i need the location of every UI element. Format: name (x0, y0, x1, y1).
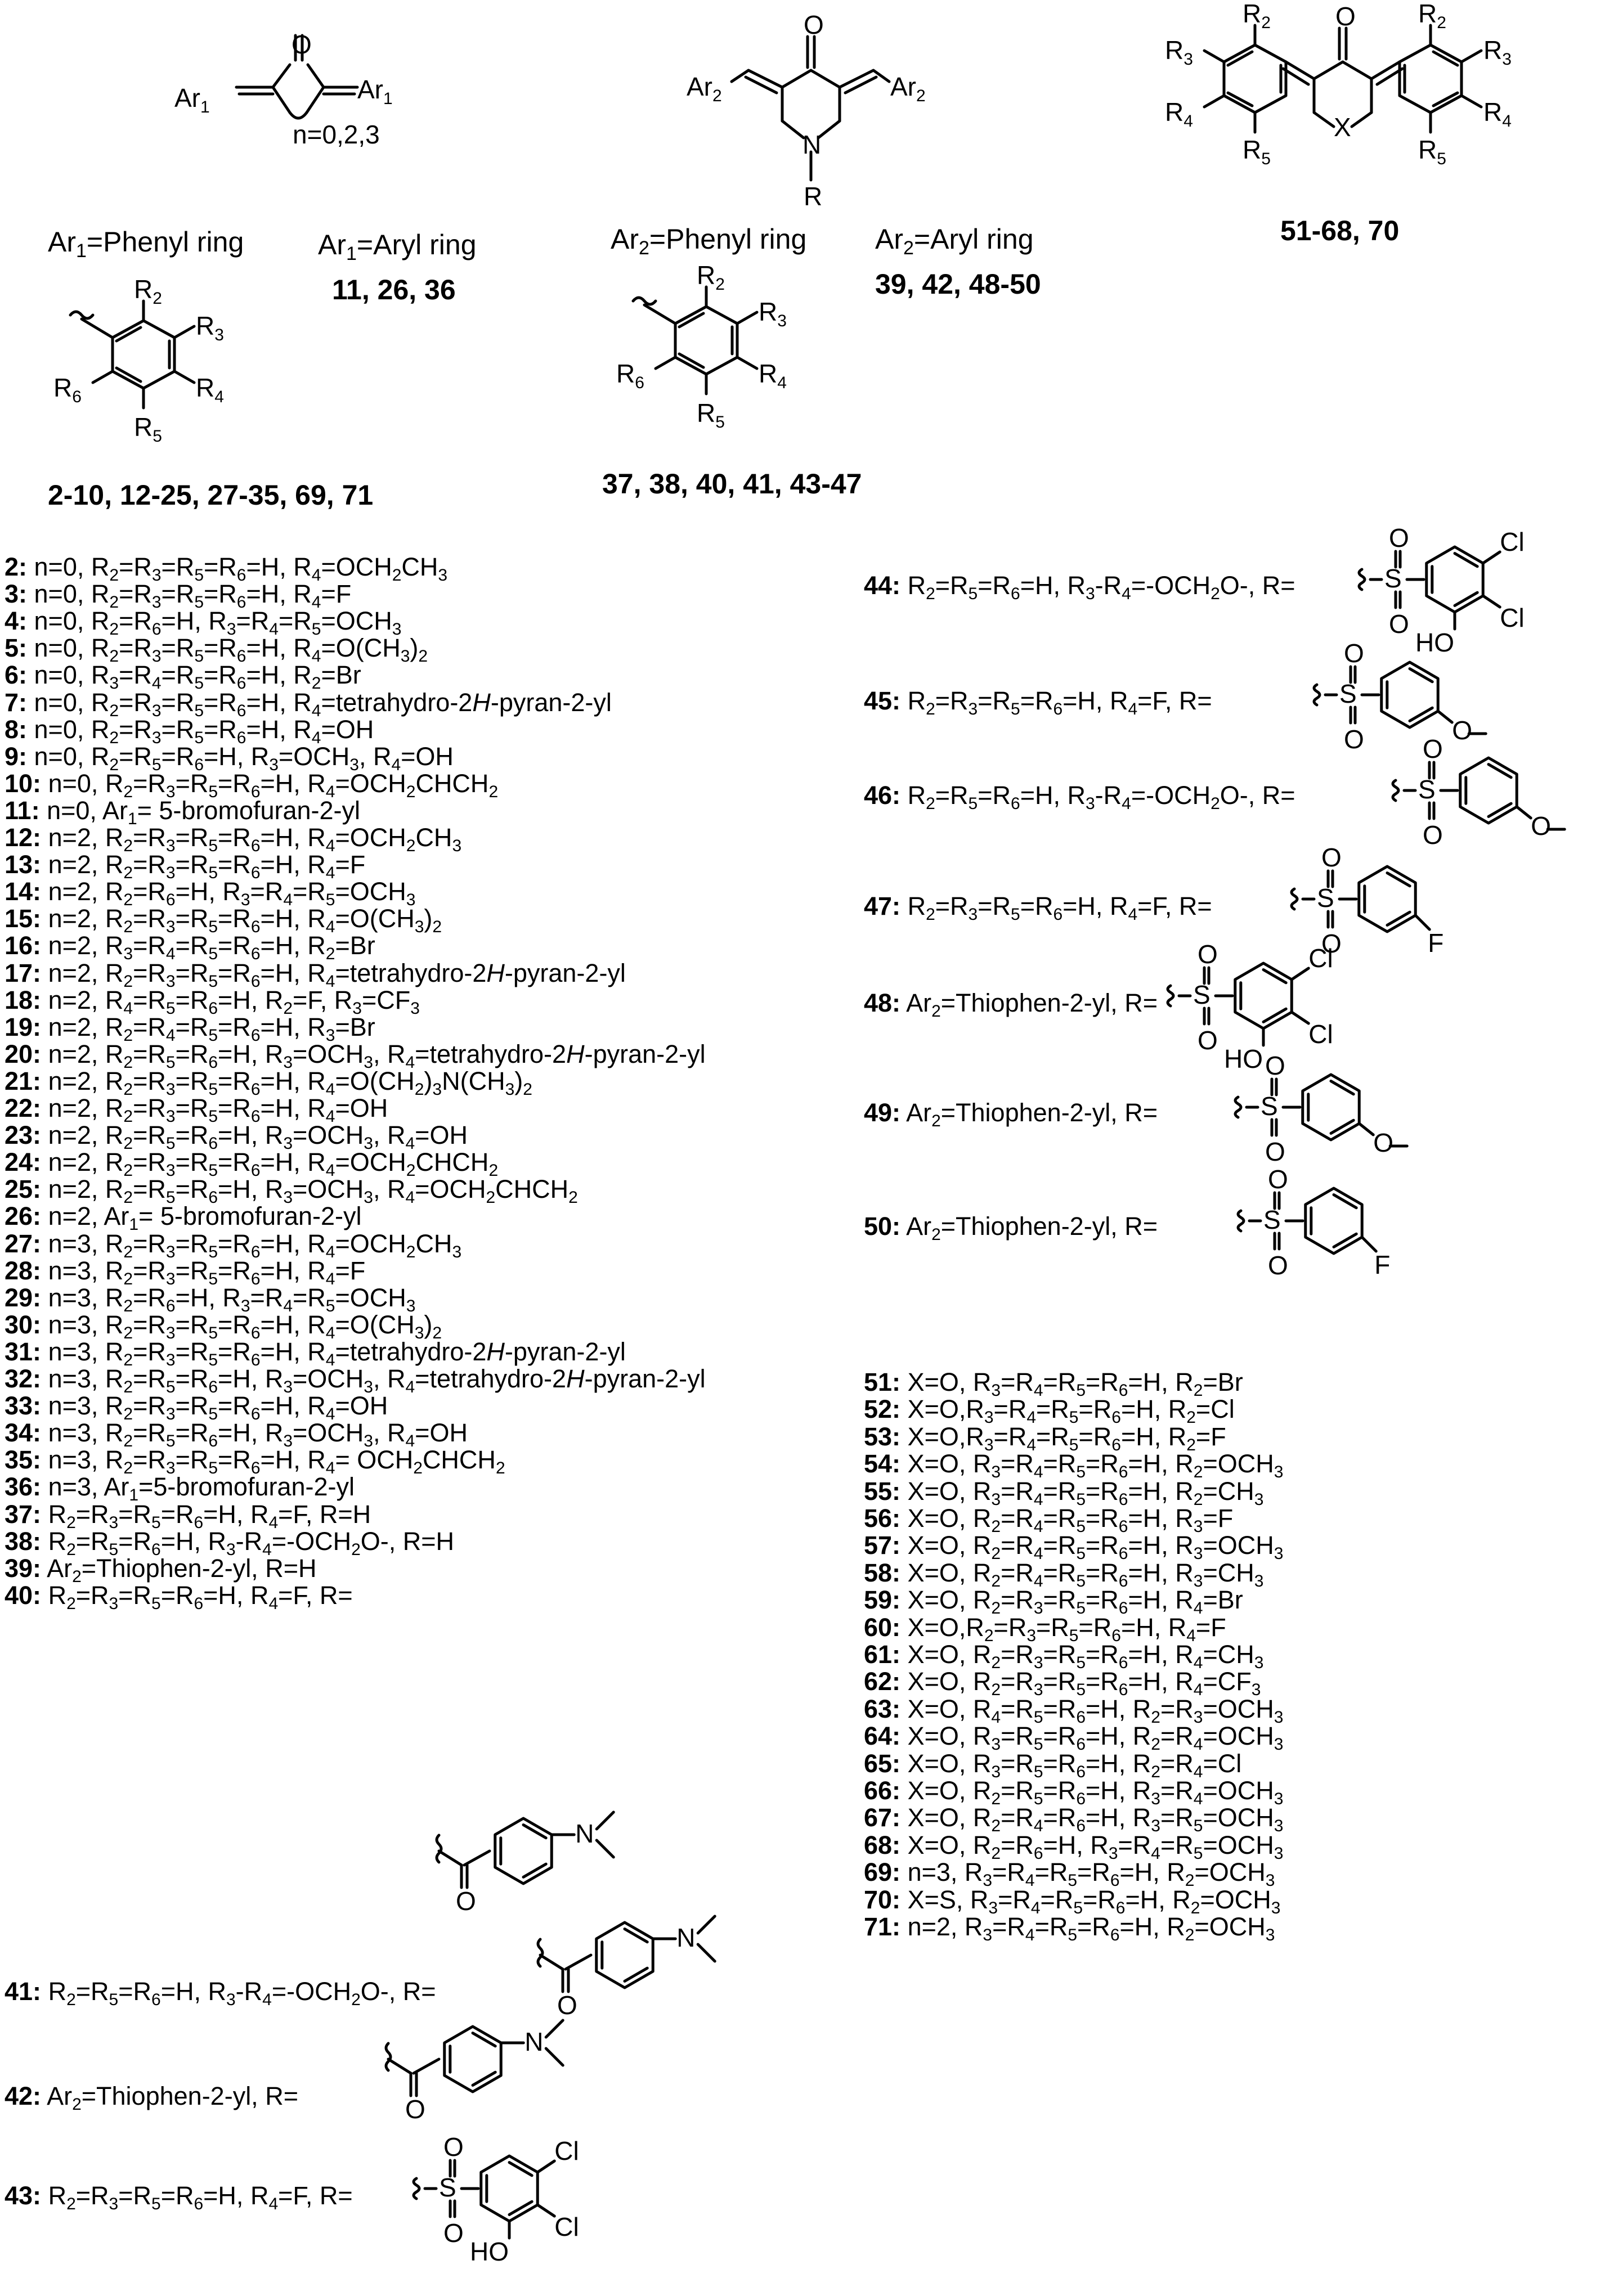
compound-entry: 16: n=2, $R_3=R_4=R_5=R_6=H$, $R_2=Br$ (5, 931, 375, 964)
compound-id: 7: (5, 688, 28, 717)
scaffold-b-nitrogen: N (802, 130, 822, 159)
compound-id: 59: (864, 1585, 901, 1615)
compound-id: 16: (5, 931, 42, 960)
compound-id: 56: (864, 1504, 901, 1533)
compound-entry: 71: n=2, $R_3=R_4=R_5=R_6=H$, $R_2=OCH_3$ (864, 1912, 1275, 1944)
bond (1334, 1195, 1356, 1208)
benzene-ring (495, 1818, 552, 1884)
compound-entry: 4: n=0, $R_2=R_6=H$, $R_3=R_4=R_5=OCH_3$ (5, 606, 402, 639)
compound-id: 23: (5, 1121, 42, 1150)
atom-label-n: N (524, 2027, 544, 2056)
benzene-ring (1427, 547, 1483, 612)
compound-id: 29: (5, 1283, 42, 1312)
bond (464, 1851, 490, 1865)
attachment-wavy-bond (538, 1939, 543, 1966)
phenyl-a-r4: $R_4$ (196, 373, 224, 406)
bond (1483, 552, 1500, 563)
benzene-ring (1235, 963, 1292, 1028)
compound-entry: 34: n=3, $R_2=R_5=R_6=H$, $R_3=OCH_3$, $R_4=OH$ (5, 1418, 468, 1451)
scaffold-a-aryl-ids: 11, 26, 36 (332, 274, 456, 305)
atom-label-o: O (557, 1991, 577, 2020)
compound-entry: 69: n=3, $R_3=R_4=R_5=R_6=H$, $R_2=OCH_3$ (864, 1858, 1275, 1890)
compound-entry: 9: n=0, $R_2=R_5=R_6=H$, $R_3=OCH_3$, $R_4=OH$ (5, 742, 454, 774)
phenyl-b-r6: $R_6$ (616, 359, 644, 392)
scaffold-a-oxygen: O (292, 30, 312, 59)
benzene-ring (1303, 1075, 1359, 1140)
scaffold-a-ar-left: $Ar_1$ (174, 83, 210, 116)
compound-entry: 5: n=0, $R_2=R_3=R_5=R_6=H$, $R_4=O(CH_3)_2$ (5, 633, 428, 666)
scaffold-b-ar-right: $Ar_2$ (890, 72, 926, 105)
scaffold-b-aryl-caption: $Ar_2=Aryl$ ring (875, 223, 1034, 259)
atom-label-o: O (1198, 940, 1218, 969)
compound-id: 22: (5, 1094, 42, 1122)
bond (523, 1825, 546, 1838)
atom-label-s: S (1384, 564, 1402, 593)
compound-id: 43: (5, 2181, 42, 2210)
compound-id: 32: (5, 1364, 42, 1393)
atom-label-cl: Cl (1308, 943, 1333, 973)
compound-id: 15: (5, 904, 42, 933)
attachment-wavy-bond (1359, 569, 1365, 590)
atom-label-f: F (1374, 1250, 1391, 1279)
compound-entry: 61: X=O, $R_2=R_3=R_5=R_6=H$, $R_4=CH_3$ (864, 1640, 1264, 1672)
bond (1387, 873, 1410, 886)
compound-id: 49: (864, 1098, 901, 1127)
atom-label-o: O (443, 2218, 464, 2248)
bond (523, 1864, 546, 1877)
bond (546, 2048, 563, 2065)
atom-label-cl: Cl (1500, 603, 1525, 632)
bond (625, 1929, 647, 1942)
bond (698, 1944, 715, 1961)
compound-id: 67: (864, 1803, 901, 1832)
atom-label-o: O (1265, 1137, 1285, 1166)
atom-label-s: S (1317, 883, 1334, 913)
atom-label-ho: HO (1224, 1044, 1263, 1073)
compound-entry: 63: X=O, $R_4=R_5=R_6=H$, $R_2=R_3=OCH_3$ (864, 1694, 1284, 1727)
compound-id: 58: (864, 1558, 901, 1587)
scaffold-a-phenyl-ids: 2-10, 12-25, 27-35, 69, 71 (48, 479, 374, 511)
atom-label-o: O (1268, 1251, 1288, 1280)
compound-id: 26: (5, 1202, 42, 1231)
atom-label-ho: HO (470, 2237, 509, 2266)
compound-entry: 18: n=2, $R_4=R_5=R_6=H$, $R_2=F$, $R_3=CF_3$ (5, 985, 420, 1018)
compound-entry: 46: $R_2=R_5=R_6=H$, $R_3-R_4=-OCH_2O-$, R= (864, 781, 1295, 813)
compound-entry: 15: n=2, $R_2=R_3=R_5=R_6=H$, $R_4=O(CH_3)_2$ (5, 904, 442, 937)
attachment-wavy-bond (386, 2043, 391, 2070)
compound-entry: 58: X=O, $R_2=R_4=R_5=R_6=H$, $R_3=CH_3$ (864, 1558, 1264, 1590)
compound-entry: 57: X=O, $R_2=R_4=R_5=R_6=H$, $R_3=OCH_3$ (864, 1531, 1284, 1563)
atom-label-cl: Cl (554, 2136, 579, 2165)
atom-label-o: O (1389, 609, 1409, 639)
phenyl-b-r3: $R_3$ (759, 297, 787, 330)
atom-label-o: O (405, 2095, 425, 2124)
compound-id: 47: (864, 892, 901, 920)
attachment-wavy-bond (1235, 1097, 1241, 1117)
compound-entry: 7: n=0, $R_2=R_3=R_5=R_6=H$, $R_4=tetrahydro-2H-pyran-2-yl$ (5, 688, 612, 720)
compound-id: 18: (5, 985, 42, 1014)
compound-id: 12: (5, 823, 42, 852)
scaffold-b-aryl-ids: 39, 42, 48-50 (875, 268, 1041, 300)
compound-id: 55: (864, 1476, 901, 1506)
compound-entry: 40: $R_2=R_3=R_5=R_6=H$, $R_4=F$, R= (5, 1580, 353, 1613)
benzene-ring (597, 1922, 653, 1988)
compound-entry: 45: $R_2=R_3=R_5=R_6=H$, $R_4=F$, R= (864, 686, 1212, 718)
attachment-wavy-bond (437, 1835, 441, 1862)
compound-entry: 62: X=O, $R_2=R_3=R_5=R_6=H$, $R_4=CF_3$ (864, 1667, 1261, 1700)
bond (1387, 912, 1410, 925)
scaffold-c-oxygen: O (1335, 2, 1356, 31)
compound-entry: 66: X=O, $R_2=R_5=R_6=H$, $R_3=R_4=OCH_3$ (864, 1776, 1284, 1808)
compound-id: 63: (864, 1694, 901, 1723)
atom-label-o: O (1265, 1051, 1285, 1080)
bond (1410, 708, 1432, 721)
bond (1455, 592, 1477, 605)
compound-id: 68: (864, 1830, 901, 1859)
compound-id: 10: (5, 769, 42, 798)
bond (546, 2020, 563, 2037)
atom-label-s: S (1263, 1205, 1281, 1234)
scaffold-c-r2-right: $R_2$ (1418, 0, 1446, 32)
compound-id: 39: (5, 1553, 42, 1583)
benzene-ring (1382, 662, 1438, 727)
bond (1489, 803, 1511, 816)
compound-entry: 11: n=0, $Ar_1=$ 5-bromofuran-2-yl (5, 796, 361, 828)
compound-id: 9: (5, 742, 28, 771)
compound-entry: 41: $R_2=R_5=R_6=H$, $R_3-R_4=-OCH_2O-$, R= (5, 1977, 436, 2009)
compound-entry: 20: n=2, $R_2=R_5=R_6=H$, $R_3=OCH_3$, $R_4=tetrahydro-2H-pyran-2-yl$ (5, 1039, 706, 1072)
atom-label-o: O (1423, 820, 1443, 850)
bond (1292, 968, 1308, 979)
compound-id: 45: (864, 686, 901, 715)
compound-id: 60: (864, 1612, 901, 1642)
atom-label-s: S (1193, 980, 1211, 1009)
compound-id: 50: (864, 1212, 901, 1241)
compound-entry: 24: n=2, $R_2=R_3=R_5=R_6=H$, $R_4=OCH_2CHCH_2$ (5, 1148, 499, 1180)
bond (439, 1851, 461, 1865)
atom-label-cl: Cl (1500, 527, 1525, 556)
compound-entry: 48: $Ar_2=Thiophen-2-yl$, R= (864, 989, 1158, 1021)
atom-label-f: F (1428, 928, 1444, 958)
scaffold-c-r5-left: $R_5$ (1243, 135, 1271, 168)
atom-label-o: O (1344, 639, 1364, 668)
attachment-wavy-bond (414, 2178, 419, 2199)
compound-id: 69: (864, 1858, 901, 1887)
bond (1362, 1237, 1376, 1251)
compound-id: 70: (864, 1885, 901, 1914)
atom-label-o: O (443, 2132, 464, 2162)
compound-entry: 38: $R_2=R_5=R_6=H$, $R_3-R_4=-OCH_2O-$, R=H (5, 1526, 455, 1559)
bond (1438, 711, 1452, 722)
compound-entry: 43: $R_2=R_3=R_5=R_6=H$, $R_4=F$, R= (5, 2181, 353, 2213)
compound-entry: 30: n=3, $R_2=R_3=R_5=R_6=H$, $R_4=O(CH_3)_2$ (5, 1310, 442, 1342)
compound-entry: 52: $X=O,R_3=R_4=R_5=R_6=H$, $R_2=Cl$ (864, 1395, 1235, 1427)
compound-id: 4: (5, 606, 28, 636)
bond (1263, 1009, 1286, 1022)
compound-id: 5: (5, 633, 28, 663)
atom-label-n: N (575, 1819, 594, 1848)
compound-entry: 37: $R_2=R_3=R_5=R_6=H$, $R_4=F$, R=H (5, 1499, 371, 1532)
atom-label-o: O (456, 1886, 476, 1916)
scaffold-c-x: X (1334, 113, 1351, 142)
compound-entry: 32: n=3, $R_2=R_5=R_6=H$, $R_3=OCH_3$, $R_4=tetrahydro-2H-pyran-2-yl$ (5, 1364, 706, 1396)
atom-label-o: O (1389, 523, 1409, 552)
bond (1334, 1234, 1356, 1247)
scaffold-a-ring-size: n=0,2,3 (293, 120, 380, 149)
compound-id: 51: (864, 1368, 901, 1396)
compound-id: 54: (864, 1449, 901, 1479)
scaffold-a-aryl-caption: $Ar_1=Aryl$ ring (318, 229, 477, 264)
attachment-wavy-bond (1314, 685, 1320, 705)
compound-entry: 39: $Ar_2=Thiophen-2-yl$, R=H (5, 1553, 317, 1586)
scaffold-c-r4-left: $R_4$ (1165, 97, 1193, 131)
attachment-wavy-bond (1238, 1211, 1244, 1231)
compound-id: 41: (5, 1977, 42, 2006)
bond (1415, 915, 1429, 929)
compound-entry: 50: $Ar_2=Thiophen-2-yl$, R= (864, 1212, 1158, 1244)
compound-entry: 65: X=O, $R_3=R_5=R_6=H$, $R_2=R_4=Cl$ (864, 1749, 1242, 1781)
compound-entry: 17: n=2, $R_2=R_3=R_5=R_6=H$, $R_4=tetrahydro-2H-pyran-2-yl$ (5, 958, 626, 991)
phenyl-a-r6: $R_6$ (53, 373, 82, 406)
bond (1517, 807, 1531, 818)
scaffold-c-r3-left: $R_3$ (1165, 35, 1193, 69)
compound-entry: 55: X=O, $R_3=R_4=R_5=R_6=H$, $R_2=CH_3$ (864, 1476, 1264, 1509)
atom-label-o: O (1321, 843, 1342, 872)
compound-id: 65: (864, 1749, 901, 1778)
scaffold-b-phenyl-caption: $Ar_2=Phenyl$ ring (611, 223, 807, 259)
phenyl-b-r2: $R_2$ (697, 260, 725, 294)
compound-id: 46: (864, 781, 901, 810)
scaffold-c-r3-right: $R_3$ (1483, 35, 1512, 69)
atom-label-o: O (1198, 1026, 1218, 1055)
bond (597, 1840, 613, 1857)
scaffold-b-phenyl-ids: 37, 38, 40, 41, 43-47 (602, 468, 862, 500)
scaffold-b-oxygen: O (804, 10, 824, 39)
compound-entry: 8: n=0, $R_2=R_3=R_5=R_6=H$, $R_4=OH$ (5, 715, 374, 747)
compound-id: 27: (5, 1229, 42, 1258)
compound-entry: 67: X=O, $R_2=R_4=R_6=H$, $R_3=R_5=OCH_3$ (864, 1803, 1284, 1836)
atom-label-s: S (1261, 1091, 1278, 1121)
compound-entry: 13: n=2, $R_2=R_3=R_5=R_6=H$, $R_4=F$ (5, 850, 366, 883)
compound-entry: 10: n=0, $R_2=R_3=R_5=R_6=H$, $R_4=OCH_2CHCH_2$ (5, 769, 499, 801)
atom-label-o: O (1452, 716, 1473, 745)
compound-entry: 44: $R_2=R_5=R_6=H$, $R_3-R_4=-OCH_2O-$, R= (864, 571, 1295, 603)
compound-entry: 27: n=3, $R_2=R_3=R_5=R_6=H$, $R_4=OCH_2CH_3$ (5, 1229, 462, 1261)
atom-label-o: O (1321, 929, 1342, 958)
atom-label-o: O (1268, 1165, 1288, 1194)
compound-id: 53: (864, 1422, 901, 1451)
benzene-ring (481, 2156, 537, 2221)
phenyl-a-r2: $R_2$ (134, 275, 162, 308)
compound-id: 42: (5, 2082, 42, 2110)
compound-id: 38: (5, 1526, 42, 1556)
compound-entry: 53: $X=O,R_3=R_4=R_5=R_6=H$, $R_2=F$ (864, 1422, 1226, 1454)
bond (473, 2033, 495, 2046)
compound-entry: 26: n=2, $Ar_1=$ 5-bromofuran-2-yl (5, 1202, 362, 1234)
compound-id: 33: (5, 1391, 42, 1421)
scaffold-c-r2-left: $R_2$ (1243, 0, 1271, 32)
compound-id: 8: (5, 715, 28, 744)
bond (473, 2072, 495, 2085)
bond (537, 2161, 554, 2172)
attachment-wavy-bond (1292, 889, 1297, 909)
compound-id: 14: (5, 877, 42, 906)
compound-id: 6: (5, 661, 28, 690)
benzene-ring (1306, 1188, 1362, 1253)
compound-entry: 60: $X=O,R_2=R_3=R_5=R_6=H$, $R_4=F$ (864, 1612, 1226, 1645)
compound-id: 34: (5, 1418, 42, 1448)
atom-label-ho: HO (1415, 628, 1454, 657)
compound-id: 48: (864, 989, 901, 1017)
benzene-ring (1359, 866, 1415, 932)
bond (1263, 970, 1286, 983)
compound-entry: 6: n=0, $R_3=R_4=R_5=R_6=H$, $R_2=Br$ (5, 661, 361, 693)
scaffold-c-r4-right: $R_4$ (1483, 97, 1512, 131)
bond (1331, 1081, 1353, 1094)
bond (1410, 669, 1432, 682)
compound-entry: 23: n=2, $R_2=R_5=R_6=H$, $R_3=OCH_3$, $R_4=OH$ (5, 1121, 468, 1153)
compound-entry: 14: n=2, $R_2=R_6=H$, $R_3=R_4=R_5=OCH_3$ (5, 877, 416, 910)
bond (1292, 1012, 1308, 1023)
compound-entry: 31: n=3, $R_2=R_3=R_5=R_6=H$, $R_4=tetrahydro-2H-pyran-2-yl$ (5, 1337, 626, 1369)
scaffold-c-r5-right: $R_5$ (1418, 135, 1446, 168)
scaffold-a-ar-right: $Ar_1$ (357, 75, 393, 108)
bond (597, 1812, 613, 1829)
bond (509, 2201, 532, 2214)
compound-entry: 47: $R_2=R_3=R_5=R_6=H$, $R_4=F$, R= (864, 892, 1212, 924)
compound-id: 31: (5, 1337, 42, 1366)
compound-id: 66: (864, 1776, 901, 1805)
bond (509, 2163, 532, 2176)
compound-entry: 33: n=3, $R_2=R_3=R_5=R_6=H$, $R_4=OH$ (5, 1391, 388, 1424)
bond (1359, 1124, 1373, 1135)
bond (540, 1955, 563, 1969)
bond (1331, 1120, 1353, 1133)
compound-entry: 54: X=O, $R_3=R_4=R_5=R_6=H$, $R_2=OCH_3$ (864, 1449, 1284, 1482)
compound-entry: 2: n=0, $R_2=R_3=R_5=R_6=H$, $R_4=OCH_2CH_3$ (5, 552, 448, 585)
compound-id: 30: (5, 1310, 42, 1339)
compound-id: 64: (864, 1722, 901, 1751)
compound-id: 37: (5, 1499, 42, 1529)
compound-id: 21: (5, 1066, 42, 1095)
bond (1483, 596, 1500, 607)
atom-label-o: O (1531, 811, 1552, 841)
compound-entry: 56: X=O, $R_2=R_4=R_5=R_6=H$, $R_3=F$ (864, 1504, 1234, 1536)
attachment-wavy-bond (1168, 986, 1173, 1006)
compound-entry: 35: n=3, $R_2=R_3=R_5=R_6=H$, $R_4=$ $OCH_2CHCH_2$ (5, 1445, 505, 1478)
compound-entry: 49: $Ar_2=Thiophen-2-yl$, R= (864, 1098, 1158, 1130)
compound-entry: 42: $Ar_2=Thiophen-2-yl$, R= (5, 2082, 298, 2114)
phenyl-a-r5: $R_5$ (134, 412, 162, 446)
compound-entry: 12: n=2, $R_2=R_3=R_5=R_6=H$, $R_4=OCH_2CH_3$ (5, 823, 462, 855)
scaffold-b-r: R (804, 182, 823, 211)
scaffold-c-compound-ids: 51-68, 70 (1280, 215, 1400, 246)
atom-label-s: S (1418, 775, 1436, 804)
atom-label-o: O (1373, 1128, 1394, 1157)
compound-id: 52: (864, 1395, 901, 1424)
compound-id: 36: (5, 1472, 42, 1502)
compound-entry: 59: X=O, $R_2=R_3=R_5=R_6=H$, $R_4=Br$ (864, 1585, 1243, 1618)
compound-entry: 68: X=O, $R_2=R_6=H$, $R_3=R_4=R_5=OCH_3$ (864, 1830, 1284, 1863)
compound-entry: 22: n=2, $R_2=R_3=R_5=R_6=H$, $R_4=OH$ (5, 1094, 388, 1126)
compound-id: 3: (5, 579, 28, 609)
compound-id: 11: (5, 796, 40, 825)
compound-id: 57: (864, 1531, 901, 1560)
compound-id: 19: (5, 1012, 42, 1041)
bond (625, 1968, 647, 1981)
benzene-ring (1460, 758, 1517, 823)
compound-id: 61: (864, 1640, 901, 1669)
compound-id: 20: (5, 1039, 42, 1068)
phenyl-a-r3: $R_3$ (196, 311, 224, 344)
compound-id: 28: (5, 1256, 42, 1285)
compound-id: 13: (5, 850, 42, 879)
compound-id: 44: (864, 571, 901, 600)
atom-label-cl: Cl (554, 2212, 579, 2241)
compound-id: 35: (5, 1445, 42, 1475)
atom-label-s: S (439, 2173, 456, 2202)
compound-entry: 21: n=2, $R_2=R_3=R_5=R_6=H$, $R_4=O(CH_2)_3N(CH_3)_2$ (5, 1066, 532, 1099)
bond (414, 2059, 439, 2073)
compound-entry: 3: n=0, $R_2=R_3=R_5=R_6=H$, $R_4=F$ (5, 579, 352, 612)
scaffold-b-ar-left: $Ar_2$ (687, 72, 722, 105)
compound-entry: 19: n=2, $R_2=R_4=R_5=R_6=H$, $R_3=Br$ (5, 1012, 375, 1045)
compound-entry: 29: n=3, $R_2=R_6=H$, $R_3=R_4=R_5=OCH_3$ (5, 1283, 416, 1315)
attachment-wavy-bond (1393, 780, 1398, 801)
compound-entry: 36: n=3, $Ar_1=5-bromofuran-2-yl$ (5, 1472, 355, 1505)
atom-label-cl: Cl (1308, 1019, 1333, 1049)
atom-label-o: O (1344, 725, 1364, 754)
compound-id: 25: (5, 1175, 42, 1204)
bond (388, 2059, 411, 2073)
compound-entry: 28: n=3, $R_2=R_3=R_5=R_6=H$, $R_4=F$ (5, 1256, 366, 1288)
compound-id: 62: (864, 1667, 901, 1696)
compound-id: 2: (5, 552, 28, 581)
bond (1489, 765, 1511, 778)
compound-entry: 25: n=2, $R_2=R_5=R_6=H$, $R_3=OCH_3$, $R_4=OCH_2CHCH_2$ (5, 1175, 578, 1207)
compound-entry: 51: X=O, $R_3=R_4=R_5=R_6=H$, $R_2=Br$ (864, 1368, 1243, 1400)
compound-id: 40: (5, 1580, 42, 1610)
compound-id: 71: (864, 1912, 901, 1941)
compound-id: 24: (5, 1148, 42, 1177)
atom-label-s: S (1339, 679, 1357, 708)
benzene-ring (445, 2027, 501, 2092)
phenyl-b-r5: $R_5$ (697, 398, 725, 432)
compound-id: 17: (5, 958, 42, 987)
atom-label-n: N (676, 1923, 696, 1952)
bond (698, 1916, 715, 1933)
atom-label-o: O (1423, 734, 1443, 763)
scaffold-a-phenyl-caption: $Ar_1=Phenyl$ ring (48, 226, 244, 262)
compound-entry: 64: X=O, $R_3=R_5=R_6=H$, $R_2=R_4=OCH_3$ (864, 1722, 1284, 1754)
compound-entry: 70: X=S, $R_3=R_4=R_5=R_6=H$, $R_2=OCH_3$ (864, 1885, 1281, 1917)
bond (1455, 554, 1477, 567)
bond (566, 1955, 591, 1969)
bond (537, 2205, 554, 2216)
phenyl-b-r4: $R_4$ (759, 359, 787, 392)
